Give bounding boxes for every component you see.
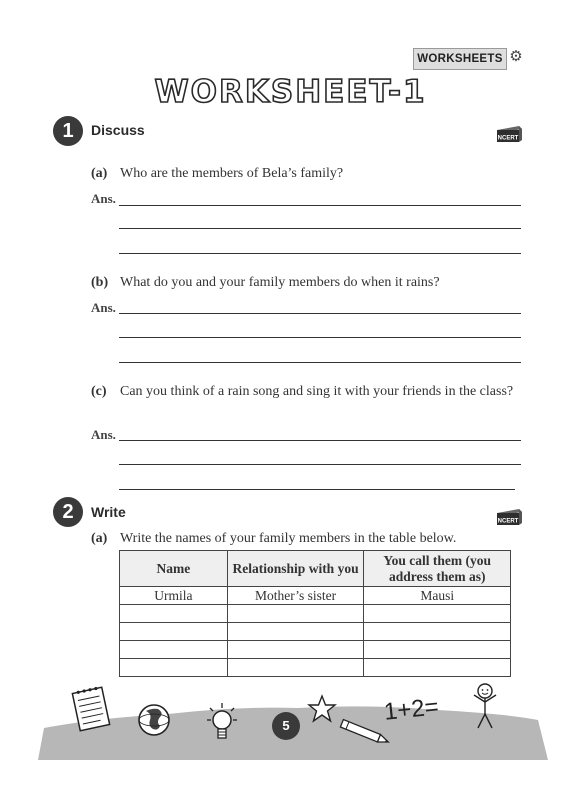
table-row: [120, 587, 511, 605]
answer-line[interactable]: [119, 228, 521, 229]
answer-line[interactable]: [119, 489, 515, 490]
table-row: [120, 641, 511, 659]
cell-call-them[interactable]: [364, 641, 511, 659]
table-header-row: [120, 551, 511, 587]
section-label-write: Write: [91, 504, 126, 520]
cell-name[interactable]: [120, 605, 228, 623]
answer-line[interactable]: [119, 464, 521, 465]
question-label: (b): [91, 275, 109, 290]
answer-label: Ans.: [91, 191, 116, 206]
math-doodle: 1+2=: [382, 693, 440, 726]
section-number-1: 1: [53, 116, 83, 146]
question-label: (a): [91, 166, 108, 181]
question-label: (a): [91, 531, 108, 546]
globe-icon: [136, 702, 172, 738]
cell-call-them[interactable]: Mausi: [364, 587, 511, 605]
question-text: Can you think of a rain song and sing it with your friends in the class?: [120, 384, 514, 399]
answer-line[interactable]: [119, 313, 521, 314]
section-label-discuss: Discuss: [91, 122, 145, 138]
family-table: [119, 550, 511, 677]
answer-line[interactable]: [119, 440, 521, 441]
cell-relationship[interactable]: [227, 623, 364, 641]
star-icon: [307, 694, 337, 724]
answer-line[interactable]: [119, 253, 521, 254]
section-number-2: 2: [53, 497, 83, 527]
answer-line[interactable]: [119, 205, 521, 206]
worksheets-tag: WORKSHEETS: [413, 48, 507, 70]
table-row: [120, 605, 511, 623]
svg-text:NCERT: NCERT: [497, 135, 519, 142]
cell-name[interactable]: [120, 641, 228, 659]
cell-call-them[interactable]: [364, 623, 511, 641]
table-row: [120, 623, 511, 641]
table-row: [120, 659, 511, 677]
header-relationship: Relationship with you: [227, 551, 364, 587]
question-text: What do you and your family members do when it rains?: [120, 275, 440, 290]
lightbulb-icon: [202, 700, 242, 752]
answer-line[interactable]: [119, 362, 521, 363]
cell-call-them[interactable]: [364, 659, 511, 677]
header-call-them: You call them (you address them as): [364, 551, 511, 587]
book-icon: [495, 124, 523, 144]
cell-name[interactable]: [120, 659, 228, 677]
page-number: 5: [272, 712, 300, 740]
cell-relationship[interactable]: [227, 605, 364, 623]
cell-relationship[interactable]: [227, 659, 364, 677]
answer-line[interactable]: [119, 337, 521, 338]
question-text: Write the names of your family members in the table below.: [120, 531, 457, 546]
gear-icon: ⚙: [509, 49, 523, 65]
header-name: Name: [120, 551, 228, 587]
cell-relationship[interactable]: [227, 641, 364, 659]
cell-name[interactable]: Urmila: [120, 587, 228, 605]
notepad-icon: [70, 684, 112, 734]
book-icon: [495, 507, 523, 527]
answer-label: Ans.: [91, 300, 116, 315]
cell-name[interactable]: [120, 623, 228, 641]
cell-call-them[interactable]: [364, 605, 511, 623]
question-text: Who are the members of Bela’s family?: [120, 166, 344, 181]
answer-label: Ans.: [91, 427, 116, 442]
question-label: (c): [91, 384, 107, 399]
stick-figure-icon: [468, 682, 502, 732]
svg-text:NCERT: NCERT: [497, 518, 519, 525]
cell-relationship[interactable]: Mother’s sister: [227, 587, 364, 605]
page-title: WORKSHEET-1: [154, 74, 427, 110]
